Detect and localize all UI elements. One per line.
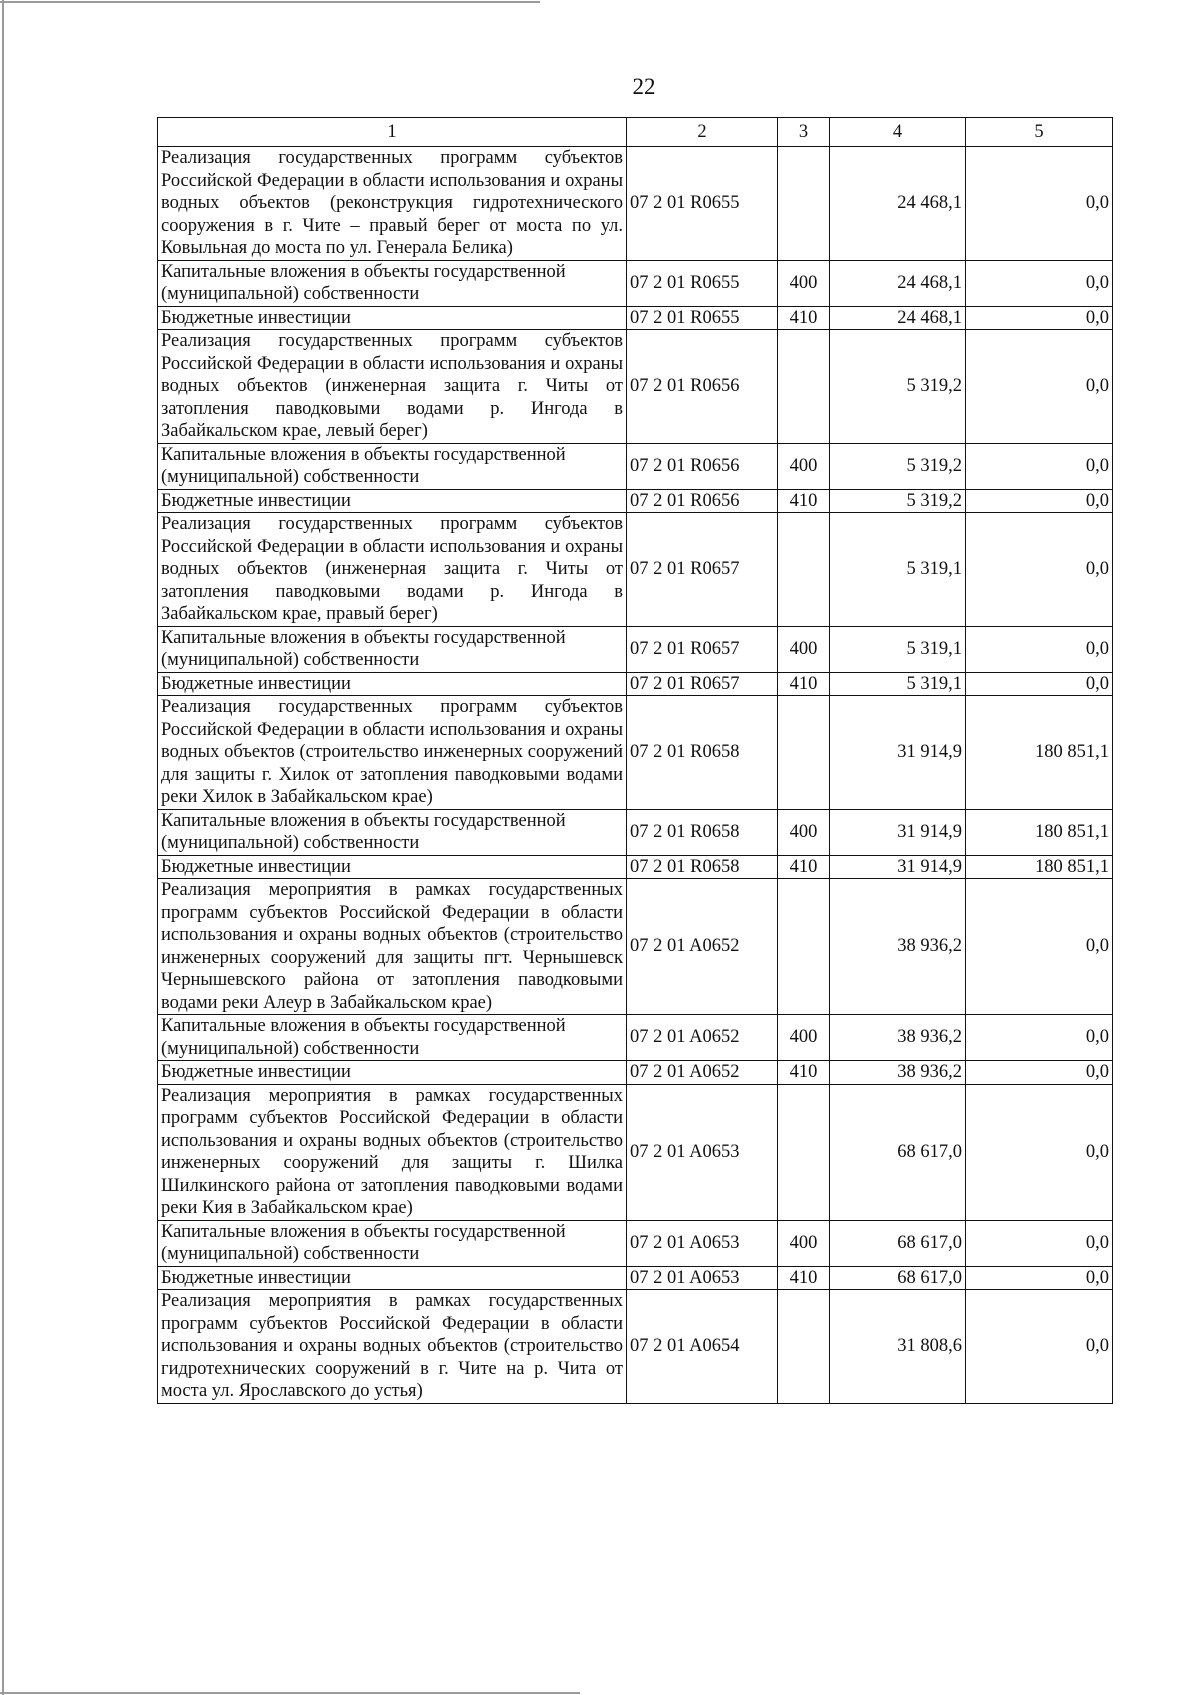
row-name-cell: Реализация мероприятия в рамках государственных программ субъектов Российской Федерации в области использования и охраны водных объектов (строительство инженерных сооружений для защиты г. Шилка Шилкинского района от затопления паводковыми водами реки Кия в Забайкальском крае) <box>158 1084 627 1220</box>
header-col-5: 5 <box>966 118 1113 147</box>
row-value-col4: 68 617,0 <box>830 1220 966 1266</box>
row-type-cell <box>778 879 830 1015</box>
row-type-cell: 410 <box>778 306 830 330</box>
row-code-cell: 07 2 01 R0656 <box>627 330 778 444</box>
table-row <box>158 696 1113 810</box>
table-row <box>158 306 1113 330</box>
row-value-col4: 31 914,9 <box>830 696 966 810</box>
header-row <box>158 118 1113 147</box>
row-name-cell: Бюджетные инвестиции <box>158 1266 627 1290</box>
row-value-col4: 5 319,2 <box>830 443 966 489</box>
table-row <box>158 1220 1113 1266</box>
row-value-col5: 0,0 <box>966 1084 1113 1220</box>
row-code-cell: 07 2 01 R0657 <box>627 513 778 627</box>
row-code-cell: 07 2 01 A0653 <box>627 1266 778 1290</box>
row-value-col5: 0,0 <box>966 443 1113 489</box>
row-value-col4: 24 468,1 <box>830 306 966 330</box>
row-value-col5: 0,0 <box>966 1015 1113 1061</box>
row-name-cell: Капитальные вложения в объекты государственной (муниципальной) собственности <box>158 809 627 855</box>
table-row <box>158 1015 1113 1061</box>
row-name-cell: Бюджетные инвестиции <box>158 306 627 330</box>
row-value-col5: 0,0 <box>966 306 1113 330</box>
row-value-col4: 5 319,1 <box>830 513 966 627</box>
row-value-col5: 0,0 <box>966 489 1113 513</box>
row-type-cell: 400 <box>778 1220 830 1266</box>
row-name-cell: Реализация государственных программ субъектов Российской Федерации в области использования и охраны водных объектов (инженерная защита г. Читы от затопления паводковыми водами р. Ингода в Забайкальском крае, левый берег) <box>158 330 627 444</box>
header-col-4: 4 <box>830 118 966 147</box>
row-value-col5: 0,0 <box>966 260 1113 306</box>
row-value-col5: 0,0 <box>966 1220 1113 1266</box>
row-type-cell: 400 <box>778 1015 830 1061</box>
row-code-cell: 07 2 01 A0652 <box>627 879 778 1015</box>
table-row <box>158 626 1113 672</box>
table-row <box>158 443 1113 489</box>
table-row <box>158 330 1113 444</box>
row-value-col5: 0,0 <box>966 879 1113 1015</box>
row-type-cell: 410 <box>778 855 830 879</box>
row-code-cell: 07 2 01 A0653 <box>627 1220 778 1266</box>
table-row <box>158 260 1113 306</box>
row-value-col4: 5 319,2 <box>830 330 966 444</box>
row-value-col5: 0,0 <box>966 1266 1113 1290</box>
scan-border-bottom <box>0 1692 580 1694</box>
scan-border-top <box>0 1 540 3</box>
row-type-cell: 410 <box>778 1266 830 1290</box>
row-type-cell: 410 <box>778 1061 830 1085</box>
row-type-cell <box>778 330 830 444</box>
row-value-col4: 68 617,0 <box>830 1266 966 1290</box>
row-value-col5: 0,0 <box>966 1290 1113 1404</box>
row-value-col4: 24 468,1 <box>830 260 966 306</box>
row-code-cell: 07 2 01 A0652 <box>627 1061 778 1085</box>
row-code-cell: 07 2 01 R0655 <box>627 306 778 330</box>
row-value-col4: 38 936,2 <box>830 1061 966 1085</box>
page-number: 22 <box>632 74 656 99</box>
row-name-cell: Реализация государственных программ субъектов Российской Федерации в области использования и охраны водных объектов (строительство инженерных сооружений для защиты г. Хилок от затопления паводковыми водами реки Хилок в Забайкальском крае) <box>158 696 627 810</box>
row-code-cell: 07 2 01 R0658 <box>627 855 778 879</box>
row-code-cell: 07 2 01 A0652 <box>627 1015 778 1061</box>
row-type-cell <box>778 513 830 627</box>
row-value-col4: 38 936,2 <box>830 1015 966 1061</box>
row-value-col5: 0,0 <box>966 626 1113 672</box>
row-name-cell: Реализация мероприятия в рамках государственных программ субъектов Российской Федерации в области использования и охраны водных объектов (строительство гидротехнических сооружений в г. Чите на р. Чита от моста ул. Ярославского до устья) <box>158 1290 627 1404</box>
table-row <box>158 1084 1113 1220</box>
row-name-cell: Реализация мероприятия в рамках государственных программ субъектов Российской Федерации в области использования и охраны водных объектов (строительство инженерных сооружений для защиты пгт. Чернышевск Чернышевского района от затопления паводковыми водами реки Алеур в Забайкальском крае) <box>158 879 627 1015</box>
row-value-col4: 31 808,6 <box>830 1290 966 1404</box>
row-value-col5: 0,0 <box>966 1061 1113 1085</box>
table-row <box>158 489 1113 513</box>
table-row <box>158 1290 1113 1404</box>
row-code-cell: 07 2 01 R0657 <box>627 672 778 696</box>
table-row <box>158 1061 1113 1085</box>
table-body <box>158 147 1113 1404</box>
row-value-col5: 0,0 <box>966 330 1113 444</box>
row-type-cell: 400 <box>778 809 830 855</box>
row-type-cell: 400 <box>778 260 830 306</box>
table-row <box>158 1266 1113 1290</box>
row-code-cell: 07 2 01 R0658 <box>627 696 778 810</box>
row-value-col5: 180 851,1 <box>966 855 1113 879</box>
row-name-cell: Бюджетные инвестиции <box>158 1061 627 1085</box>
row-value-col4: 31 914,9 <box>830 809 966 855</box>
row-name-cell: Бюджетные инвестиции <box>158 855 627 879</box>
row-name-cell: Капитальные вложения в объекты государственной (муниципальной) собственности <box>158 1015 627 1061</box>
row-value-col5: 180 851,1 <box>966 809 1113 855</box>
row-value-col5: 0,0 <box>966 513 1113 627</box>
scan-border-left <box>2 0 4 1695</box>
row-name-cell: Реализация государственных программ субъектов Российской Федерации в области использования и охраны водных объектов (инженерная защита г. Читы от затопления паводковыми водами р. Ингода в Забайкальском крае, правый берег) <box>158 513 627 627</box>
row-value-col4: 38 936,2 <box>830 879 966 1015</box>
row-value-col5: 0,0 <box>966 672 1113 696</box>
row-value-col5: 0,0 <box>966 147 1113 261</box>
row-type-cell: 410 <box>778 672 830 696</box>
table-row <box>158 513 1113 627</box>
row-code-cell: 07 2 01 R0656 <box>627 443 778 489</box>
budget-table <box>157 117 1113 1404</box>
row-name-cell: Реализация государственных программ субъектов Российской Федерации в области использования и охраны водных объектов (реконструкция гидротехнического сооружения в г. Чите – правый берег от моста по ул. Ковыльная до моста по ул. Генерала Белика) <box>158 147 627 261</box>
row-code-cell: 07 2 01 R0657 <box>627 626 778 672</box>
row-code-cell: 07 2 01 A0653 <box>627 1084 778 1220</box>
row-value-col4: 5 319,1 <box>830 672 966 696</box>
row-name-cell: Бюджетные инвестиции <box>158 672 627 696</box>
row-type-cell <box>778 1084 830 1220</box>
row-code-cell: 07 2 01 R0656 <box>627 489 778 513</box>
header-col-3: 3 <box>778 118 830 147</box>
row-code-cell: 07 2 01 R0655 <box>627 147 778 261</box>
table-row <box>158 147 1113 261</box>
row-type-cell: 400 <box>778 443 830 489</box>
table-row <box>158 672 1113 696</box>
table-row <box>158 809 1113 855</box>
row-type-cell: 410 <box>778 489 830 513</box>
table-row <box>158 855 1113 879</box>
row-value-col4: 31 914,9 <box>830 855 966 879</box>
table-row <box>158 879 1113 1015</box>
row-value-col4: 68 617,0 <box>830 1084 966 1220</box>
row-type-cell <box>778 147 830 261</box>
row-value-col5: 180 851,1 <box>966 696 1113 810</box>
row-name-cell: Бюджетные инвестиции <box>158 489 627 513</box>
row-type-cell: 400 <box>778 626 830 672</box>
row-name-cell: Капитальные вложения в объекты государственной (муниципальной) собственности <box>158 443 627 489</box>
row-value-col4: 5 319,2 <box>830 489 966 513</box>
row-code-cell: 07 2 01 R0655 <box>627 260 778 306</box>
row-name-cell: Капитальные вложения в объекты государственной (муниципальной) собственности <box>158 1220 627 1266</box>
row-value-col4: 24 468,1 <box>830 147 966 261</box>
header-col-2: 2 <box>627 118 778 147</box>
row-name-cell: Капитальные вложения в объекты государственной (муниципальной) собственности <box>158 260 627 306</box>
row-name-cell: Капитальные вложения в объекты государственной (муниципальной) собственности <box>158 626 627 672</box>
row-code-cell: 07 2 01 R0658 <box>627 809 778 855</box>
row-value-col4: 5 319,1 <box>830 626 966 672</box>
row-type-cell <box>778 1290 830 1404</box>
header-col-1: 1 <box>158 118 627 147</box>
row-type-cell <box>778 696 830 810</box>
row-code-cell: 07 2 01 A0654 <box>627 1290 778 1404</box>
